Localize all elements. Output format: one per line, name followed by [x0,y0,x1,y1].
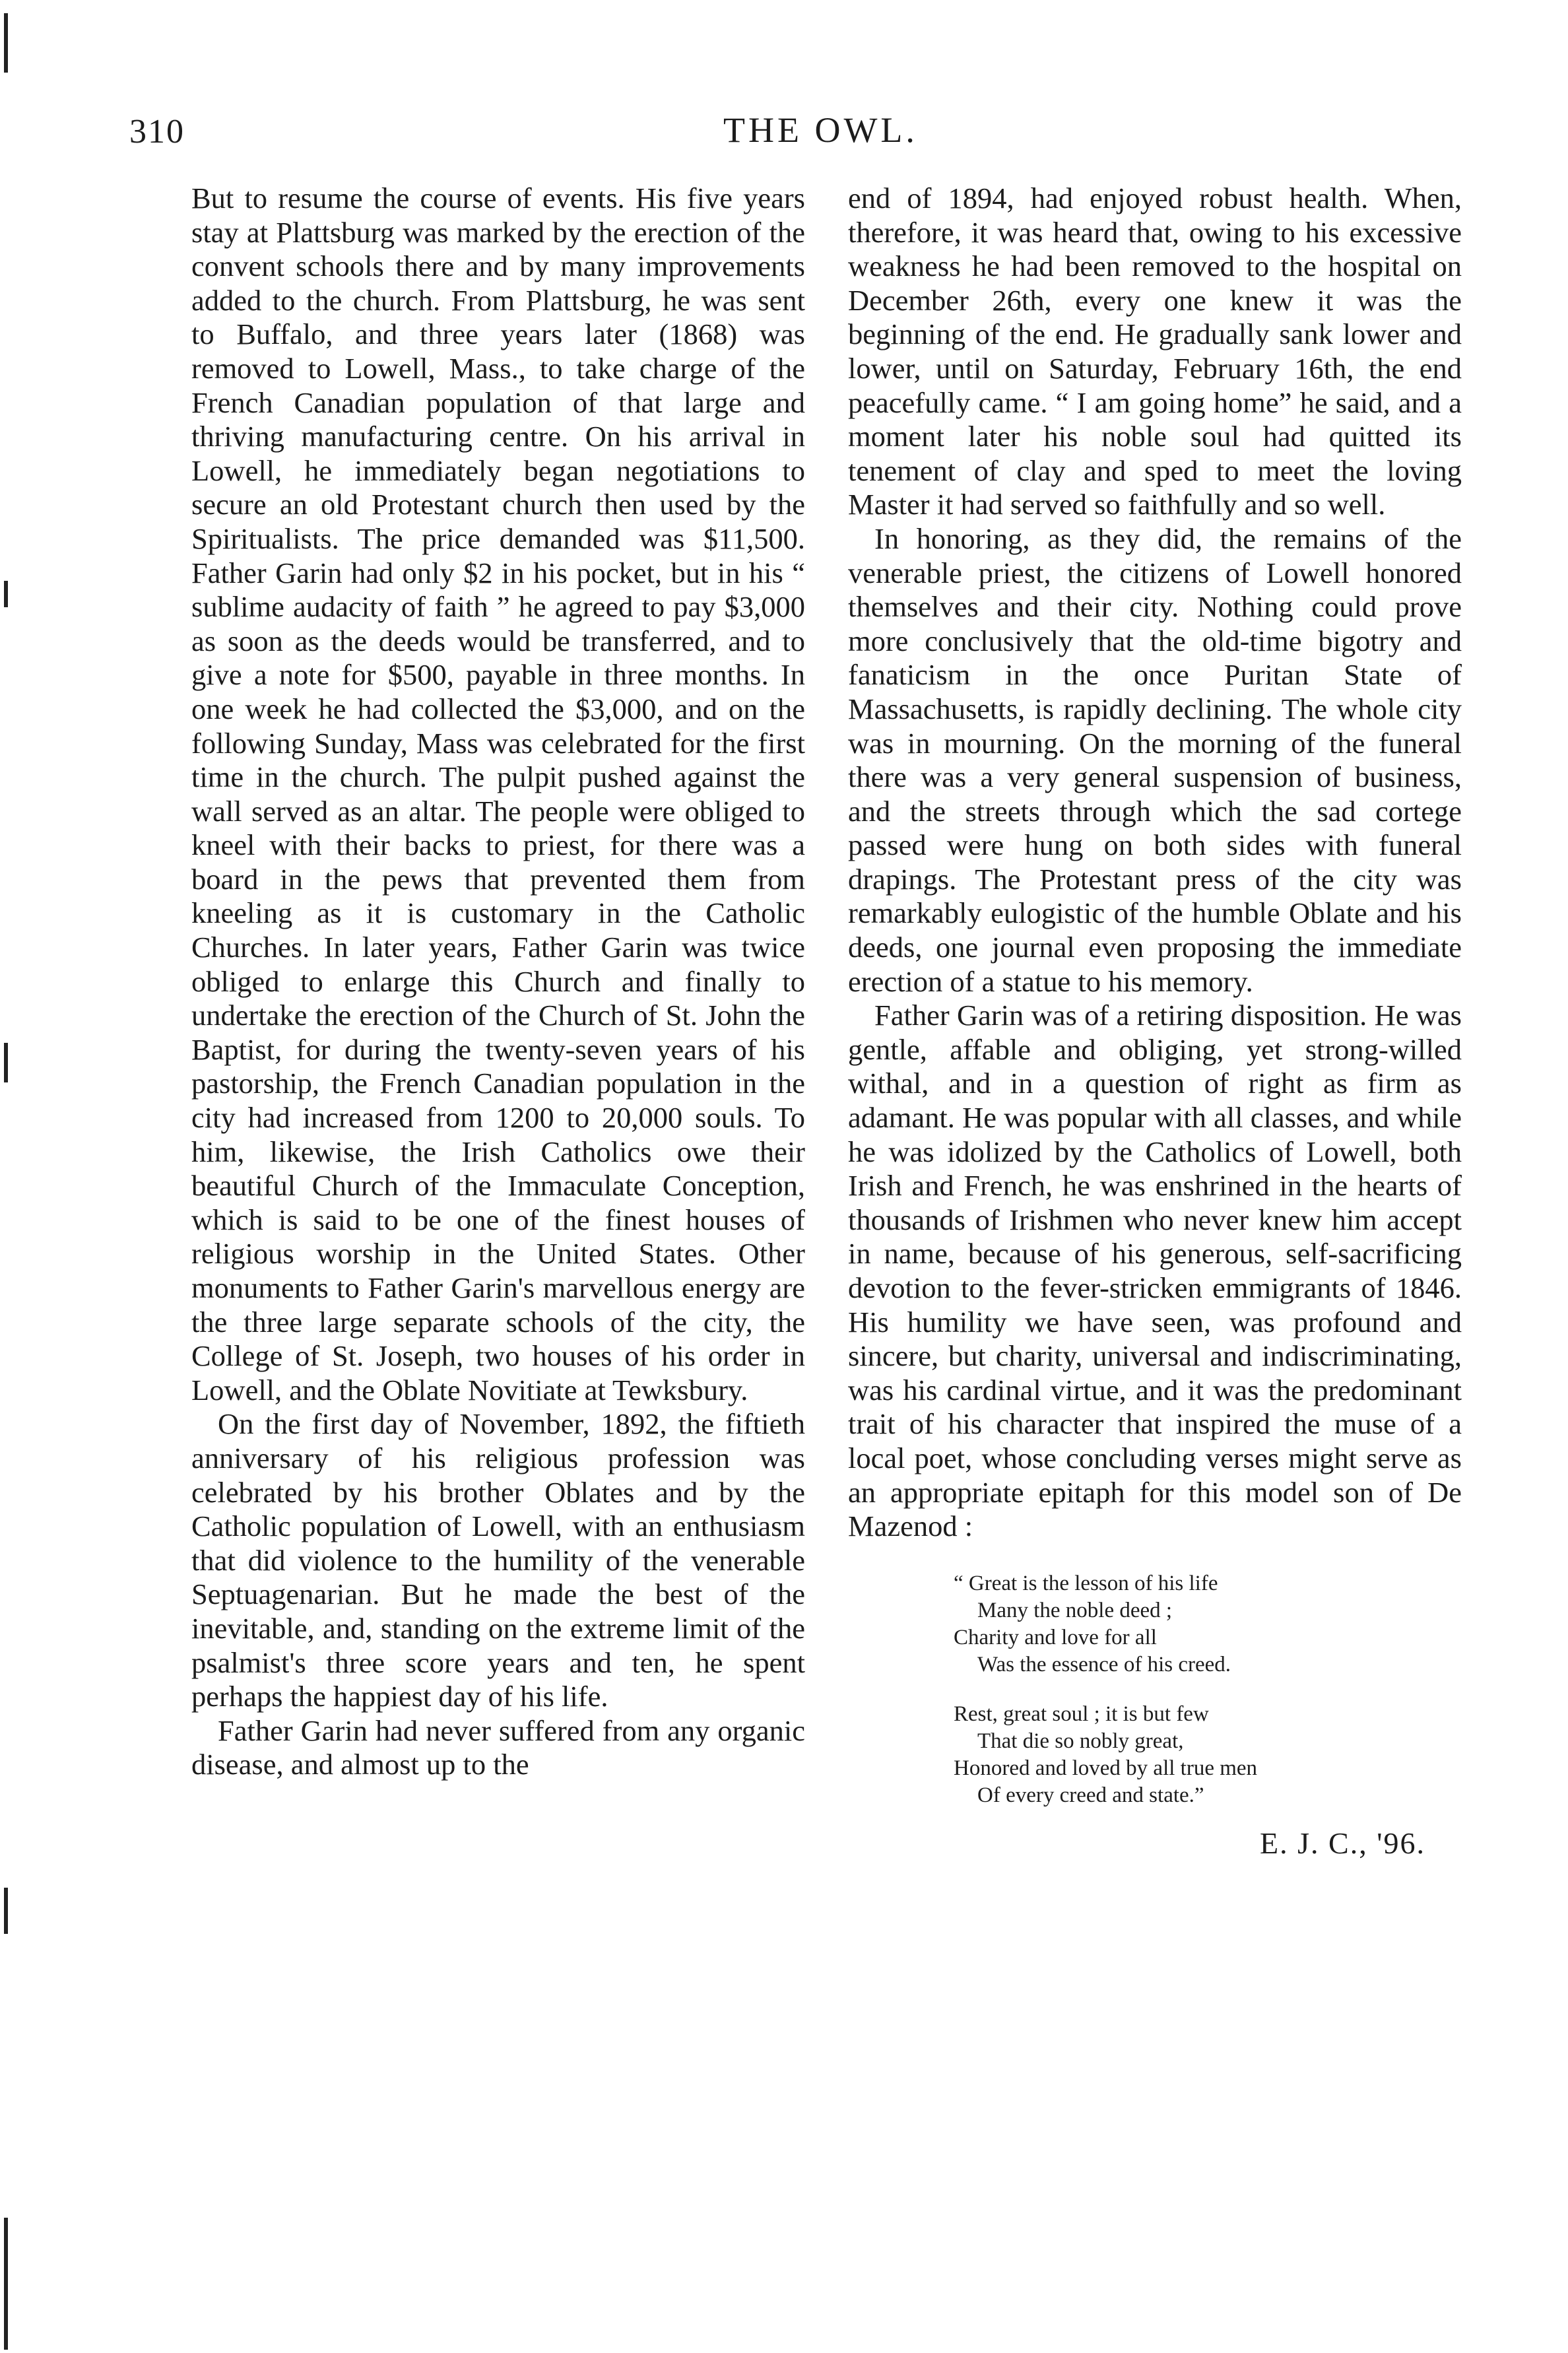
poem-line: Charity and love for all [954,1625,1157,1649]
poem-line: Was the essence of his creed. [977,1652,1231,1676]
page-number: 310 [129,113,185,150]
paragraph: end of 1894, had enjoyed robust health. When, therefore, it was heard that, owing to his excessive weakness he had been removed to the hospital on December 26th, every one knew it was the beginning of the end. He gradually sank lower and lower, until on Saturday, February 16th, the end peacefully came. “ I am going home” he said, and a moment later his noble soul had quitted its tenement of clay and sped to meet the loving Master it had served so faithfully and so well. [848,182,1462,521]
paragraph: Father Garin had never suffered from any organic disease, and almost up to the [191,1713,805,1781]
poem-line: “ Great is the lesson of his life [954,1571,1218,1595]
poem-stanza [954,1701,1462,1809]
paragraph: In honoring, as they did, the remains of the venerable priest, the citizens of Lowell honored themselves and their city. Nothing could prove more conclusively that the old-time bigotry and fanaticism in the once Puritan State of Massachusetts, is rapidly declining. The whole city was in mourning. On the morning of the funeral there was a very general suspension of business, and the streets through which the sad cortege passed were hung on both sides with funeral drapings. The Protestant press of the city was remarkably eulogistic of the humble Oblate and his deeds, one journal even proposing the immediate erection of a statue to his memory. [848,521,1462,998]
poem-line: That die so nobly great, [977,1729,1184,1753]
poem-line: Of every creed and state.” [977,1783,1204,1807]
epitaph-poem [954,1570,1462,1809]
scan-edge-mark [4,1888,8,1934]
paragraph: Father Garin was of a retiring disposition. He was gentle, affable and obliging, yet strong-willed withal, and in a question of right as firm as adamant. He was popular with all classes, and while he was idolized by the Catholics of Lowell, both Irish and French, he was enshrined in the hearts of thousands of Irishmen who never knew him accept in name, because of his generous, self-sacrificing devotion to the fever-stricken emmigrants of 1846. His humility we have seen, was profound and sincere, but charity, universal and indiscriminating, was his cardinal virtue, and it was the predominant trait of his character that inspired the muse of a local poet, whose concluding verses might serve as an appropriate epitaph for this model son of De Mazenod : [848,999,1462,1543]
right-column [848,182,1462,1860]
page-header [0,98,1568,150]
paragraph: But to resume the course of events. His five years stay at Plattsburg was marked by the erection of the convent schools there and by many improvements added to the church. From Plattsburg, he was sent to Buffalo, and three years later (1868) was removed to Lowell, Mass., to take charge of the French Canadian population of that large and thriving manufacturing centre. On his arrival in Lowell, he immediately began negotiations to secure an old Protestant church then used by the Spiritualists. The price demanded was $11,500. Father Garin had only $2 in his pocket, but in his “ sublime audacity of faith ” he agreed to pay $3,000 as soon as the deeds would be transferred, and to give a note for $500, payable in three months. In one week he had collected the $3,000, and on the following Sunday, Mass was celebrated for the first time in the church. The pulpit pushed against the wall served as an altar. The people were obliged to kneel with their backs to priest, for there was a board in the pews that prevented them from kneeling as it is customary in the Catholic Churches. In later years, Father Garin was twice obliged to enlarge this Church and finally to undertake the erection of the Church of St. John the Baptist, for during the twenty-seven years of his pastorship, the French Canadian population in the city had increased from 1200 to 20,000 souls. To him, likewise, the Irish Catholics owe their beautiful Church of the Immaculate Conception, which is said to be one of the finest houses of religious worship in the United States. Other monuments to Father Garin's marvellous energy are the three large separate schools of the city, the College of St. Joseph, two houses of his order in Lowell, and the Oblate Novitiate at Tewksbury. [191,182,805,1407]
running-title: THE OWL. [723,110,918,150]
poem-line: Rest, great soul ; it is but few [954,1702,1209,1726]
scan-edge-mark [4,2218,8,2350]
paragraph: On the first day of November, 1892, the fiftieth anniversary of his religious profession was celebrated by his brother Oblates and by the Catholic population of Lowell, with an enthusiasm that did violence to the humility of the venerable Septuagenarian. But he made the best of the inevitable, and, standing on the extreme limit of the psalmist's three score years and ten, he spent perhaps the happiest day of his life. [191,1407,805,1713]
poem-stanza [954,1570,1462,1678]
poem-line: Honored and loved by all true men [954,1756,1258,1780]
scan-edge-mark [4,13,8,73]
author-signature: E. J. C., '96. [1260,1826,1425,1860]
left-column [191,182,805,1782]
scan-edge-mark [4,1043,8,1082]
poem-line: Many the noble deed ; [977,1598,1173,1622]
scan-edge-mark [4,581,8,607]
